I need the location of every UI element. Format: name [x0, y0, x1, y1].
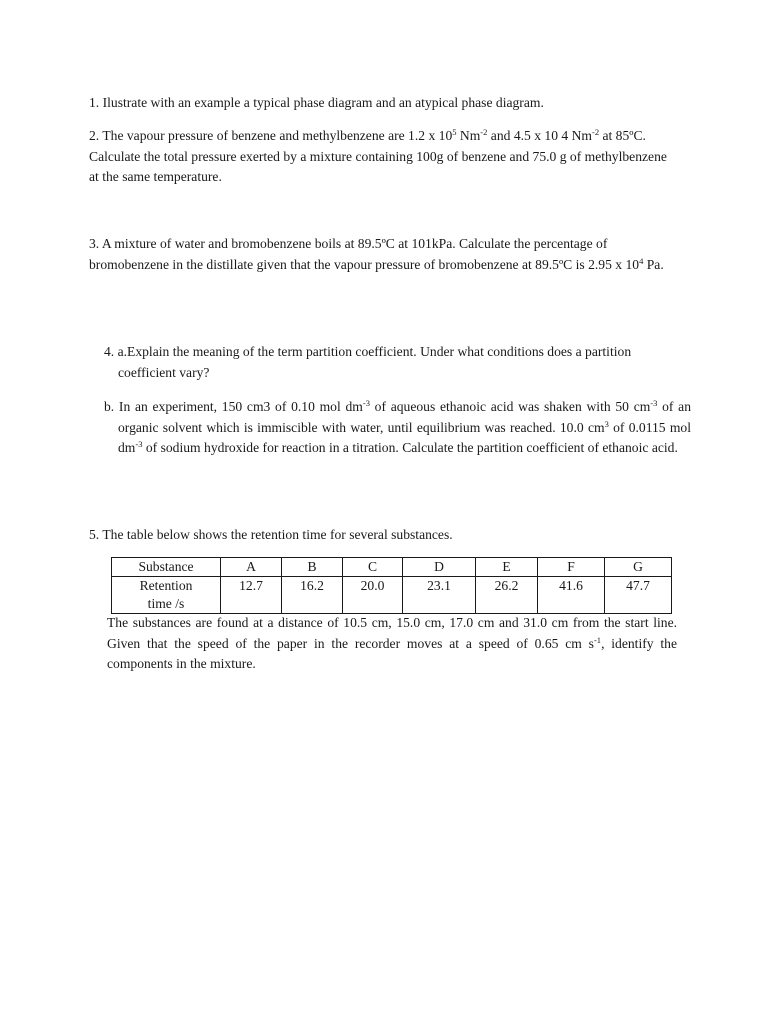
- question-5-body: [107, 613, 677, 675]
- q4b-superscript-2: -3: [650, 398, 658, 408]
- q3-part-1: 3. A mixture of water and bromobenzene boils at 89.5ºC at 101kPa. Calculate the percentage of bromobenzene in the distillate given that the vapour pressure of bromobenzene at 89.5ºC is 2.95 x 10: [89, 236, 640, 272]
- question-4b: [104, 397, 691, 459]
- table-header-cell: B: [282, 558, 343, 577]
- table-cell: 26.2: [476, 577, 538, 614]
- question-1: [89, 93, 679, 114]
- question-5-intro-text: 5. The table below shows the retention time for several substances.: [89, 527, 453, 542]
- q3-superscript-1: 4: [639, 255, 644, 266]
- q4b-part-5: of sodium hydroxide for reaction in a titration. Calculate the partition coefficient of ethanoic acid.: [142, 440, 678, 455]
- question-3-text: [89, 234, 679, 275]
- q4b-part-3: of an organic solvent which is immiscible with water, until equilibrium was reached. 10.0 cm: [118, 399, 691, 435]
- row-label-line-2: time /s: [147, 596, 185, 611]
- q4b-part-1: b. In an experiment, 150 cm3 of 0.10 mol dm: [104, 399, 363, 414]
- q4b-superscript-1: -3: [362, 398, 370, 408]
- question-3: [89, 234, 679, 275]
- question-2: [89, 126, 679, 188]
- table-header-label: Substance: [112, 558, 221, 577]
- q4b-part-4: of 0.0115 mol dm: [118, 419, 692, 455]
- table-header-cell: C: [343, 558, 403, 577]
- q4b-superscript-4: -3: [135, 439, 143, 449]
- q5-part-2: , identify the components in the mixture.: [107, 635, 677, 671]
- q2-part-2: Nm: [456, 128, 481, 143]
- q5-part-1: The substances are found at a distance of 10.5 cm, 15.0 cm, 17.0 cm and 31.0 cm from the start line. Given that the speed of the paper in the recorder moves at a speed of 0.65 cm s: [107, 615, 677, 651]
- table-header-cell: F: [538, 558, 605, 577]
- table-header-row: [112, 558, 672, 577]
- q2-superscript-2: -2: [480, 127, 488, 137]
- question-1-text: 1. Ilustrate with an example a typical phase diagram and an atypical phase diagram.: [89, 95, 544, 110]
- table-cell: 12.7: [221, 577, 282, 614]
- q2-part-1: 2. The vapour pressure of benzene and methylbenzene are 1.2 x 10: [89, 128, 453, 143]
- table-row: [112, 577, 672, 614]
- q2-part-4: at 85ºC. Calculate the total pressure exerted by a mixture containing 100g of benzene and 75.0 g of methylbenzene at the same temperature.: [89, 128, 667, 184]
- table-cell: 23.1: [403, 577, 476, 614]
- row-label-line-1: Retention: [139, 578, 193, 593]
- table-header-cell: D: [403, 558, 476, 577]
- table-cell: 47.7: [605, 577, 672, 614]
- table-cell: 41.6: [538, 577, 605, 614]
- table-header-cell: G: [605, 558, 672, 577]
- table-cell: 20.0: [343, 577, 403, 614]
- table-header-cell: E: [476, 558, 538, 577]
- q2-superscript-1: 5: [452, 127, 457, 137]
- table-row-label: [112, 577, 221, 614]
- q4b-superscript-3: 3: [604, 418, 609, 429]
- question-2-text: [89, 126, 679, 188]
- q2-part-3: and 4.5 x 10 4 Nm: [487, 128, 592, 143]
- q3-part-2: Pa.: [643, 256, 664, 272]
- q4b-part-2: of aqueous ethanoic acid was shaken with 50 cm: [369, 399, 651, 414]
- table-header-cell: A: [221, 558, 282, 577]
- question-4a-text: 4. a.Explain the meaning of the term partition coefficient. Under what conditions does a partition coefficient vary?: [104, 344, 632, 380]
- question-4a: [89, 342, 679, 383]
- q5-superscript: -1: [593, 634, 602, 645]
- q2-superscript-3: -2: [591, 127, 600, 137]
- retention-time-table: [111, 557, 672, 614]
- table-cell: 16.2: [282, 577, 343, 614]
- question-5-intro: [89, 525, 679, 546]
